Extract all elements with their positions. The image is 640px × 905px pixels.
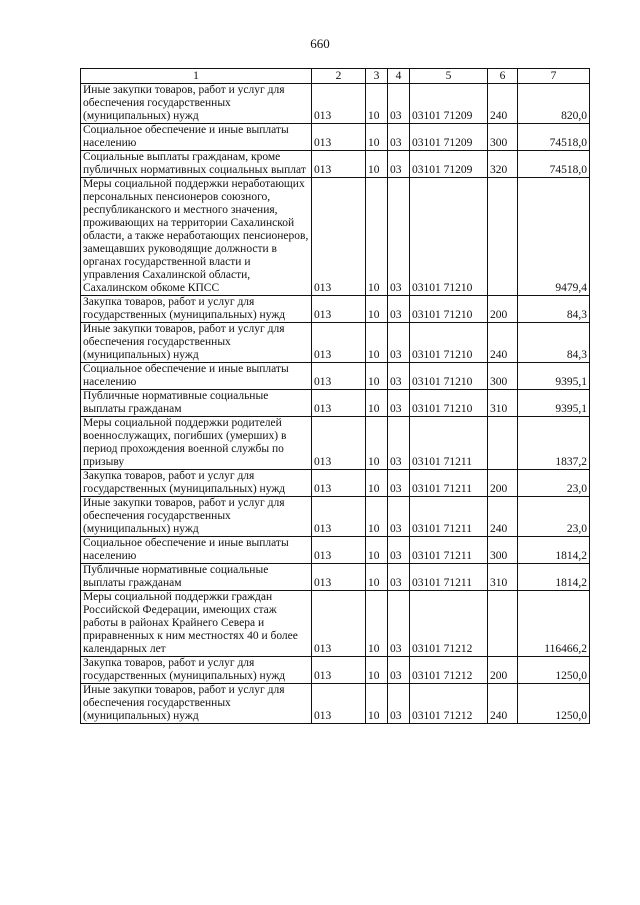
subsection-code: 03 [388,657,410,684]
section-code: 10 [366,84,388,124]
amount: 9479,4 [518,178,590,296]
ministry-code: 013 [312,124,366,151]
target-article-code: 03101 71210 [410,323,488,363]
row-description: Иные закупки товаров, работ и услуг для обеспечения государственных (муниципальных) нужд [81,84,312,124]
section-code: 10 [366,470,388,497]
ministry-code: 013 [312,537,366,564]
ministry-code: 013 [312,363,366,390]
amount: 84,3 [518,296,590,323]
target-article-code: 03101 71209 [410,151,488,178]
table-row [81,323,590,363]
target-article-code: 03101 71210 [410,296,488,323]
target-article-code: 03101 71211 [410,417,488,470]
table-row [81,84,590,124]
ministry-code: 013 [312,564,366,591]
table-row [81,390,590,417]
subsection-code: 03 [388,151,410,178]
section-code: 10 [366,151,388,178]
row-description: Иные закупки товаров, работ и услуг для обеспечения государственных (муниципальных) нужд [81,684,312,724]
target-article-code: 03101 71211 [410,564,488,591]
amount: 1837,2 [518,417,590,470]
subsection-code: 03 [388,537,410,564]
subsection-code: 03 [388,684,410,724]
target-article-code: 03101 71211 [410,497,488,537]
expense-type-code: 200 [488,657,518,684]
table-row [81,537,590,564]
header-cell: 3 [366,69,388,84]
ministry-code: 013 [312,470,366,497]
expense-type-code: 200 [488,470,518,497]
subsection-code: 03 [388,564,410,591]
budget-table [80,68,590,724]
subsection-code: 03 [388,470,410,497]
expense-type-code: 320 [488,151,518,178]
row-description: Меры социальной поддержки граждан Российской Федерации, имеющих стаж работы в районах Крайнего Севера и приравненных к ним местностях 40 и более календарных лет [81,591,312,657]
table-row [81,417,590,470]
section-code: 10 [366,296,388,323]
target-article-code: 03101 71212 [410,657,488,684]
ministry-code: 013 [312,323,366,363]
section-code: 10 [366,591,388,657]
target-article-code: 03101 71209 [410,124,488,151]
row-description: Социальное обеспечение и иные выплаты населению [81,124,312,151]
ministry-code: 013 [312,497,366,537]
row-description: Закупка товаров, работ и услуг для государственных (муниципальных) нужд [81,470,312,497]
expense-type-code [488,591,518,657]
row-description: Иные закупки товаров, работ и услуг для обеспечения государственных (муниципальных) нужд [81,323,312,363]
table-row [81,296,590,323]
target-article-code: 03101 71210 [410,390,488,417]
target-article-code: 03101 71209 [410,84,488,124]
subsection-code: 03 [388,178,410,296]
row-description: Меры социальной поддержки неработающих персональных пенсионеров союзного, республиканского и местного значения, проживающих на территории Сахалинской области, а также неработающих пенсионеров, замещавших руководящие должности в органах государственной власти и управления Сахалинской области, Сахалинском обкоме КПСС [81,178,312,296]
section-code: 10 [366,390,388,417]
amount: 84,3 [518,323,590,363]
target-article-code: 03101 71211 [410,470,488,497]
table-row [81,657,590,684]
row-description: Социальные выплаты гражданам, кроме публичных нормативных социальных выплат [81,151,312,178]
header-cell: 1 [81,69,312,84]
amount: 74518,0 [518,151,590,178]
header-cell: 7 [518,69,590,84]
target-article-code: 03101 71211 [410,537,488,564]
table-body [81,84,590,724]
expense-type-code: 300 [488,363,518,390]
amount: 1814,2 [518,537,590,564]
ministry-code: 013 [312,390,366,417]
section-code: 10 [366,417,388,470]
table-row [81,564,590,591]
amount: 820,0 [518,84,590,124]
expense-type-code: 310 [488,390,518,417]
row-description: Публичные нормативные социальные выплаты гражданам [81,564,312,591]
subsection-code: 03 [388,323,410,363]
table-row [81,470,590,497]
ministry-code: 013 [312,657,366,684]
subsection-code: 03 [388,497,410,537]
table-row [81,151,590,178]
section-code: 10 [366,657,388,684]
row-description: Иные закупки товаров, работ и услуг для обеспечения государственных (муниципальных) нужд [81,497,312,537]
expense-type-code: 240 [488,497,518,537]
header-row [81,69,590,84]
amount: 23,0 [518,470,590,497]
expense-type-code: 300 [488,124,518,151]
row-description: Социальное обеспечение и иные выплаты населению [81,363,312,390]
ministry-code: 013 [312,591,366,657]
expense-type-code: 240 [488,684,518,724]
ministry-code: 013 [312,684,366,724]
expense-type-code: 200 [488,296,518,323]
subsection-code: 03 [388,296,410,323]
amount: 1250,0 [518,684,590,724]
ministry-code: 013 [312,417,366,470]
amount: 9395,1 [518,390,590,417]
ministry-code: 013 [312,151,366,178]
amount: 1814,2 [518,564,590,591]
expense-type-code [488,417,518,470]
header-cell: 5 [410,69,488,84]
table-row [81,497,590,537]
expense-type-code: 240 [488,84,518,124]
header-cell: 4 [388,69,410,84]
subsection-code: 03 [388,591,410,657]
amount: 74518,0 [518,124,590,151]
subsection-code: 03 [388,84,410,124]
section-code: 10 [366,363,388,390]
target-article-code: 03101 71212 [410,684,488,724]
row-description: Публичные нормативные социальные выплаты гражданам [81,390,312,417]
section-code: 10 [366,537,388,564]
row-description: Меры социальной поддержки родителей военнослужащих, погибших (умерших) в период прохождения военной службы по призыву [81,417,312,470]
expense-type-code: 310 [488,564,518,591]
header-cell: 2 [312,69,366,84]
section-code: 10 [366,178,388,296]
subsection-code: 03 [388,417,410,470]
section-code: 10 [366,564,388,591]
table-row [81,591,590,657]
subsection-code: 03 [388,363,410,390]
amount: 1250,0 [518,657,590,684]
section-code: 10 [366,323,388,363]
expense-type-code: 240 [488,323,518,363]
section-code: 10 [366,124,388,151]
header-cell: 6 [488,69,518,84]
expense-type-code: 300 [488,537,518,564]
table-row [81,124,590,151]
table-row [81,684,590,724]
section-code: 10 [366,684,388,724]
subsection-code: 03 [388,124,410,151]
row-description: Закупка товаров, работ и услуг для государственных (муниципальных) нужд [81,296,312,323]
target-article-code: 03101 71212 [410,591,488,657]
ministry-code: 013 [312,178,366,296]
ministry-code: 013 [312,296,366,323]
subsection-code: 03 [388,390,410,417]
amount: 23,0 [518,497,590,537]
expense-type-code [488,178,518,296]
table-row [81,363,590,390]
row-description: Социальное обеспечение и иные выплаты населению [81,537,312,564]
row-description: Закупка товаров, работ и услуг для государственных (муниципальных) нужд [81,657,312,684]
table-row [81,178,590,296]
ministry-code: 013 [312,84,366,124]
target-article-code: 03101 71210 [410,178,488,296]
amount: 9395,1 [518,363,590,390]
target-article-code: 03101 71210 [410,363,488,390]
amount: 116466,2 [518,591,590,657]
page-number: 660 [310,36,330,51]
section-code: 10 [366,497,388,537]
